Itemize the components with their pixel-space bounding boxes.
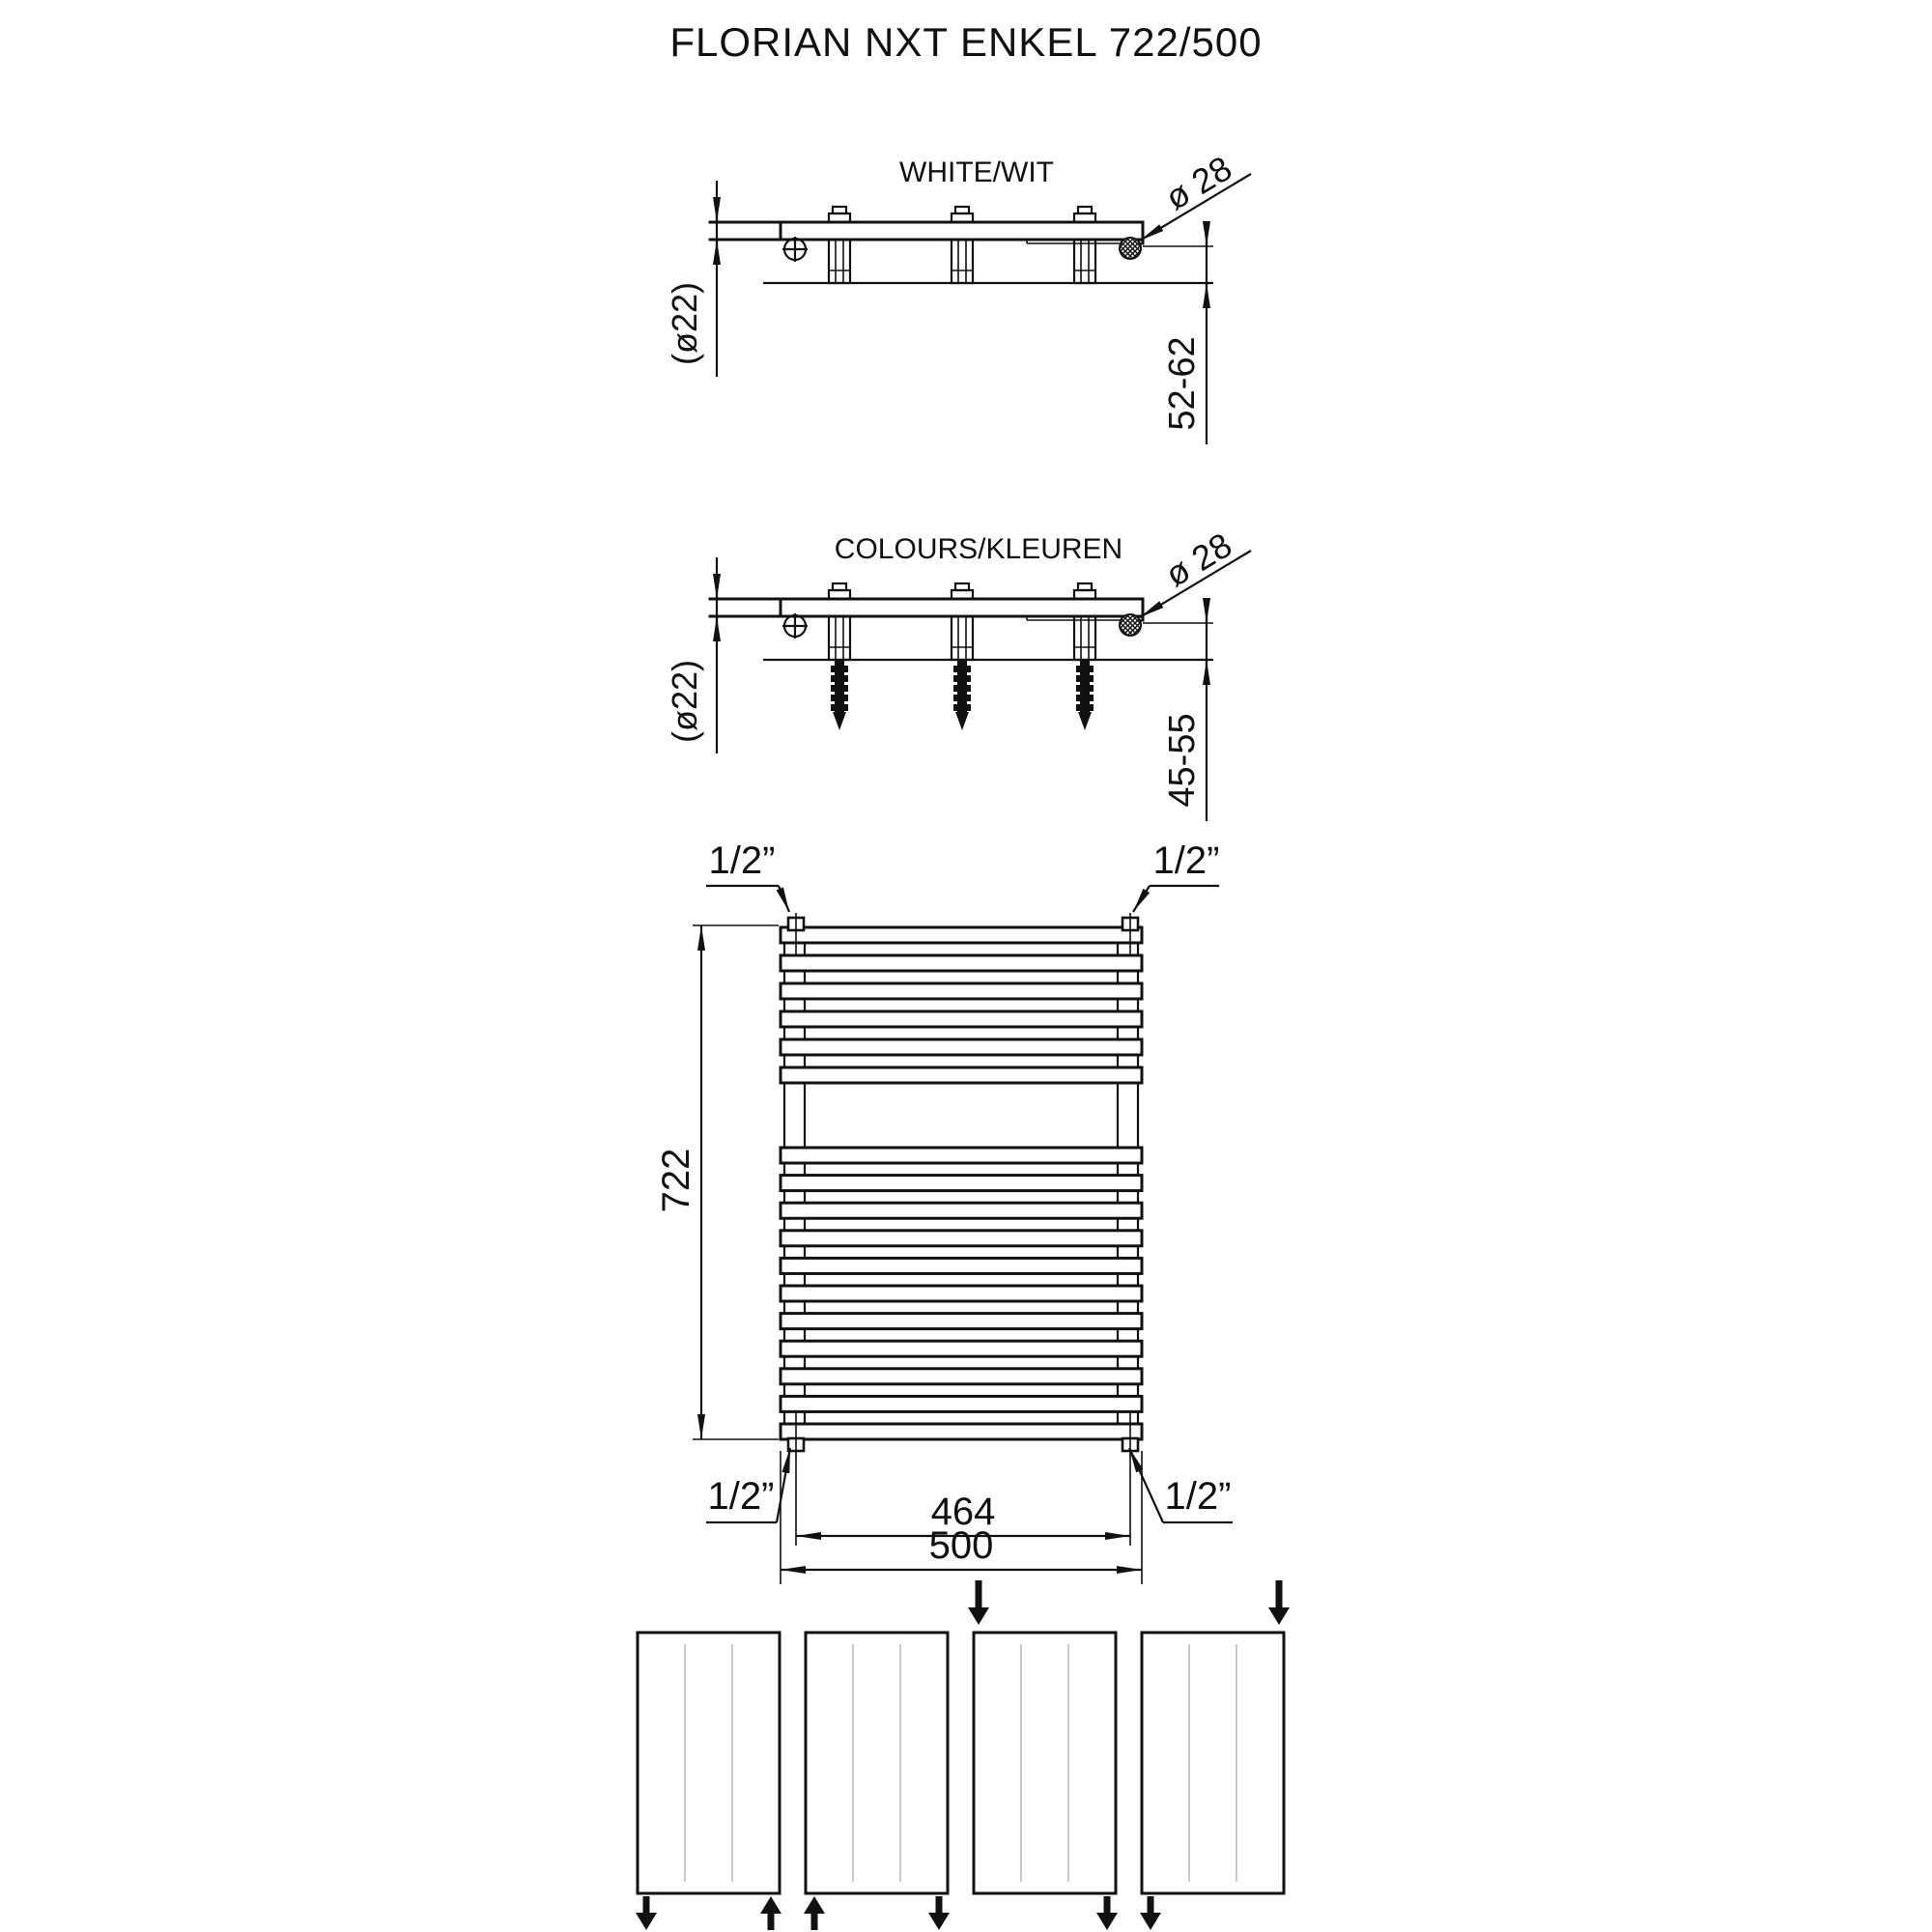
white-mounting-view bbox=[665, 148, 1251, 444]
wall-plug-neck bbox=[957, 660, 967, 666]
pitch-label: 464 bbox=[930, 1491, 996, 1533]
radiator-tube bbox=[781, 1067, 1142, 1083]
height-label: 722 bbox=[655, 1148, 697, 1213]
tube-diameter-label: (ø22) bbox=[665, 281, 704, 366]
radiator-tube bbox=[781, 1258, 1142, 1273]
bracket-inner-lines bbox=[836, 616, 843, 660]
colours-view-label: COLOURS/KLEUREN bbox=[834, 533, 1123, 565]
bracket-inner-lines bbox=[1081, 240, 1089, 283]
connection-option bbox=[636, 1633, 781, 1930]
radiator-tube bbox=[781, 1369, 1142, 1384]
wall-distance-label: 52-62 bbox=[1162, 336, 1203, 431]
wall-plug-rib bbox=[831, 704, 848, 711]
radiator-tube bbox=[781, 1148, 1142, 1163]
leader-top-left bbox=[706, 886, 789, 912]
connection-label-bottom-right: 1/2” bbox=[1164, 1475, 1232, 1518]
bracket-inner-lines bbox=[1081, 616, 1089, 660]
wall-plug-core bbox=[1080, 701, 1090, 704]
wall-plug-core bbox=[1080, 672, 1090, 675]
radiator-front-view bbox=[655, 839, 1233, 1584]
connection-label-top-left: 1/2” bbox=[708, 839, 776, 882]
bracket-diameter-label: ø 28 bbox=[1158, 148, 1238, 218]
wall-plug-rib bbox=[1076, 666, 1094, 672]
connection-option bbox=[968, 1580, 1118, 1930]
bracket-body bbox=[1074, 616, 1095, 660]
wall-plug-rib bbox=[953, 704, 971, 711]
tube-diameter-label: (ø22) bbox=[665, 659, 704, 744]
wall-plug-rib bbox=[953, 685, 971, 692]
wall-plug-rib bbox=[831, 675, 848, 682]
wall-plug-core bbox=[1080, 682, 1090, 685]
option-box bbox=[974, 1633, 1116, 1893]
wall-plug-rib bbox=[1076, 675, 1094, 682]
flow-arrow-bottom-right-up bbox=[760, 1896, 781, 1930]
radiator-tube bbox=[781, 983, 1142, 999]
bracket-inner-lines bbox=[958, 616, 966, 660]
option-box bbox=[806, 1633, 948, 1893]
wall-plug-tip bbox=[955, 712, 969, 730]
wall-plug-core bbox=[957, 682, 967, 685]
radiator-tube bbox=[781, 1286, 1142, 1301]
connection-option-diagrams bbox=[636, 1580, 1290, 1930]
radiator-tube bbox=[781, 1231, 1142, 1246]
radiator-tube bbox=[781, 1176, 1142, 1191]
wall-plug-neck bbox=[835, 660, 844, 666]
bracket-circle bbox=[1120, 614, 1141, 636]
white-view-label: WHITE/WIT bbox=[899, 156, 1054, 188]
option-box bbox=[1142, 1633, 1284, 1893]
wall-plug-core bbox=[835, 701, 844, 704]
radiator-tube bbox=[781, 1203, 1142, 1218]
wall-distance-label: 45-55 bbox=[1162, 713, 1203, 808]
bracket-diameter-label: ø 28 bbox=[1158, 525, 1238, 595]
bracket-circle bbox=[1120, 238, 1141, 259]
wall-plug-core bbox=[1080, 692, 1090, 695]
bracket-body bbox=[829, 616, 850, 660]
radiator-tube bbox=[781, 1039, 1142, 1055]
flow-arrow-bottom-left-up bbox=[804, 1896, 825, 1930]
flow-arrow-top-left-down bbox=[968, 1580, 989, 1625]
colours-mounting-view bbox=[665, 525, 1251, 821]
drawing-title: FLORIAN NXT ENKEL 722/500 bbox=[669, 19, 1263, 65]
radiator-tube bbox=[781, 955, 1142, 971]
radiator-tube bbox=[781, 1424, 1142, 1439]
radiator-tube bbox=[781, 1396, 1142, 1411]
wall-plug-tip bbox=[833, 712, 846, 730]
wall-plug-tip bbox=[1078, 712, 1092, 730]
wall-plug-rib bbox=[1076, 695, 1094, 701]
wall-plug-rib bbox=[1076, 704, 1094, 711]
connection-option bbox=[804, 1633, 950, 1930]
leader-top-right bbox=[1133, 886, 1219, 912]
wall-plug-rib bbox=[831, 695, 848, 701]
bracket-inner-lines bbox=[958, 240, 966, 283]
wall-plug-core bbox=[957, 672, 967, 675]
bracket-body bbox=[952, 240, 973, 283]
wall-plug-core bbox=[835, 682, 844, 685]
wall-brackets bbox=[829, 207, 1095, 283]
horizontal-tubes bbox=[781, 927, 1142, 1439]
wall-plug-core bbox=[835, 692, 844, 695]
option-box bbox=[638, 1633, 780, 1893]
flow-arrow-bottom-right-down bbox=[1096, 1896, 1118, 1930]
flow-arrow-top-right-down bbox=[1268, 1580, 1290, 1625]
bracket-body bbox=[1074, 240, 1095, 283]
wall-plug-core bbox=[957, 701, 967, 704]
wall-plug-rib bbox=[1076, 685, 1094, 692]
wall-plug-neck bbox=[1080, 660, 1090, 666]
width-label: 500 bbox=[928, 1524, 994, 1567]
bracket-inner-lines bbox=[836, 240, 843, 283]
wall-plug-rib bbox=[953, 695, 971, 701]
connection-option bbox=[1140, 1580, 1290, 1930]
radiator-tube bbox=[781, 1314, 1142, 1329]
flow-arrow-bottom-left-down bbox=[1140, 1896, 1161, 1930]
wall-brackets-with-plugs bbox=[829, 583, 1095, 730]
flow-arrow-bottom-right-down bbox=[928, 1896, 950, 1930]
flow-arrow-bottom-left-down bbox=[636, 1896, 657, 1930]
wall-plug-core bbox=[835, 672, 844, 675]
wall-plug-rib bbox=[953, 666, 971, 672]
wall-plug-rib bbox=[953, 675, 971, 682]
bracket-body bbox=[829, 240, 850, 283]
connection-label-bottom-left: 1/2” bbox=[707, 1475, 775, 1518]
radiator-tube bbox=[781, 927, 1142, 943]
ext-lines-722 bbox=[693, 925, 779, 1439]
radiator-tube bbox=[781, 1011, 1142, 1027]
radiator-tube bbox=[781, 1341, 1142, 1356]
wall-plug-rib bbox=[831, 666, 848, 672]
wall-plug-core bbox=[957, 692, 967, 695]
bracket-body bbox=[952, 616, 973, 660]
connection-label-top-right: 1/2” bbox=[1152, 839, 1220, 882]
wall-plug-rib bbox=[831, 685, 848, 692]
